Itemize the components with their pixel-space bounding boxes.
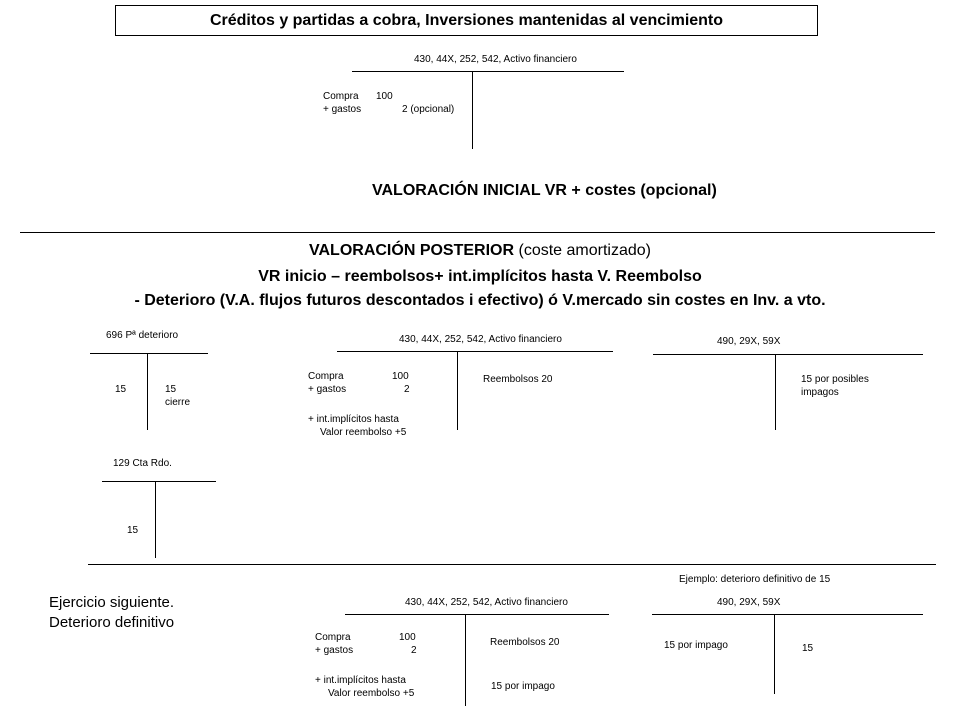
reembolsos-value: Reembolsos 20: [483, 374, 553, 385]
t-account-horizontal-line: [653, 354, 923, 355]
t-account-label: 430, 44X, 252, 542, Activo financiero: [414, 54, 577, 65]
compra-value: 100: [399, 632, 416, 643]
t-account-horizontal-line: [90, 353, 208, 354]
gastos-value: 2 (opcional): [402, 104, 455, 115]
gastos-value: 2: [404, 384, 410, 395]
gastos-label: + gastos: [315, 645, 354, 656]
intereses-line1: + int.implícitos hasta: [315, 675, 406, 686]
t-account-label: 430, 44X, 252, 542, Activo financiero: [405, 597, 568, 608]
separator-line-bottom: [88, 564, 936, 565]
page-title: [115, 5, 818, 36]
ejercicio-siguiente-line1: Ejercicio siguiente.: [49, 594, 175, 611]
t-account-label: 490, 29X, 59X: [717, 597, 781, 608]
compra-label: Compra: [323, 91, 359, 102]
compra-value: 100: [376, 91, 393, 102]
intereses-line2: Valor reembolso +5: [328, 688, 415, 699]
compra-value: 100: [392, 371, 409, 382]
impago-value: 15 por impago: [491, 681, 555, 692]
debe-value: 15 por impago: [664, 640, 728, 651]
t-account-vertical-line: [774, 614, 775, 694]
intereses-line2: Valor reembolso +5: [320, 427, 407, 438]
t-account-vertical-line: [472, 71, 473, 149]
haber-value: 15: [165, 384, 177, 395]
ejemplo-note: Ejemplo: deterioro definitivo de 15: [679, 574, 831, 585]
t-account-vertical-line: [465, 614, 466, 706]
t-account-horizontal-line: [345, 614, 609, 615]
valoracion-inicial-heading: VALORACIÓN INICIAL VR + costes (opcional): [372, 182, 717, 199]
valoracion-posterior-line3: - Deterioro (V.A. flujos futuros descontados i efectivo) ó V.mercado sin costes en Inv. a vto.: [134, 292, 826, 309]
t-account-vertical-line: [147, 353, 148, 430]
t-account-vertical-line: [775, 354, 776, 430]
haber-note: cierre: [165, 397, 191, 408]
ejercicio-siguiente-line2: Deterioro definitivo: [49, 614, 175, 631]
valoracion-posterior-heading: [40, 240, 920, 261]
t-account-label: 430, 44X, 252, 542, Activo financiero: [399, 334, 562, 345]
debe-value: 15: [115, 384, 127, 395]
t-account-label: 696 Pª deterioro: [106, 330, 179, 341]
gastos-label: + gastos: [308, 384, 347, 395]
t-account-horizontal-line: [337, 351, 613, 352]
valoracion-posterior-line2: VR inicio – reembolsos+ int.implícitos hasta V. Reembolso: [258, 268, 702, 285]
t-account-vertical-line: [457, 351, 458, 430]
page-title-text: Créditos y partidas a cobra, Inversiones mantenidas al vencimiento: [209, 11, 724, 29]
haber-value: 15: [802, 643, 814, 654]
compra-label: Compra: [308, 371, 344, 382]
t-account-horizontal-line: [102, 481, 216, 482]
reembolsos-value: Reembolsos 20: [490, 637, 560, 648]
valoracion-posterior-bold: VALORACIÓN POSTERIOR: [309, 242, 515, 259]
gastos-value: 2: [411, 645, 417, 656]
gastos-label: + gastos: [323, 104, 362, 115]
t-account-vertical-line: [155, 481, 156, 558]
separator-line-top: [20, 232, 935, 233]
t-account-horizontal-line: [352, 71, 624, 72]
haber-value: 15 por posibles: [801, 374, 869, 385]
haber-note: impagos: [801, 387, 839, 398]
t-account-label: 129 Cta Rdo.: [113, 458, 172, 469]
t-account-label: 490, 29X, 59X: [717, 336, 781, 347]
compra-label: Compra: [315, 632, 351, 643]
debe-value: 15: [127, 525, 139, 536]
intereses-line1: + int.implícitos hasta: [308, 414, 399, 425]
valoracion-posterior-rest: (coste amortizado): [514, 242, 651, 259]
t-account-horizontal-line: [652, 614, 923, 615]
